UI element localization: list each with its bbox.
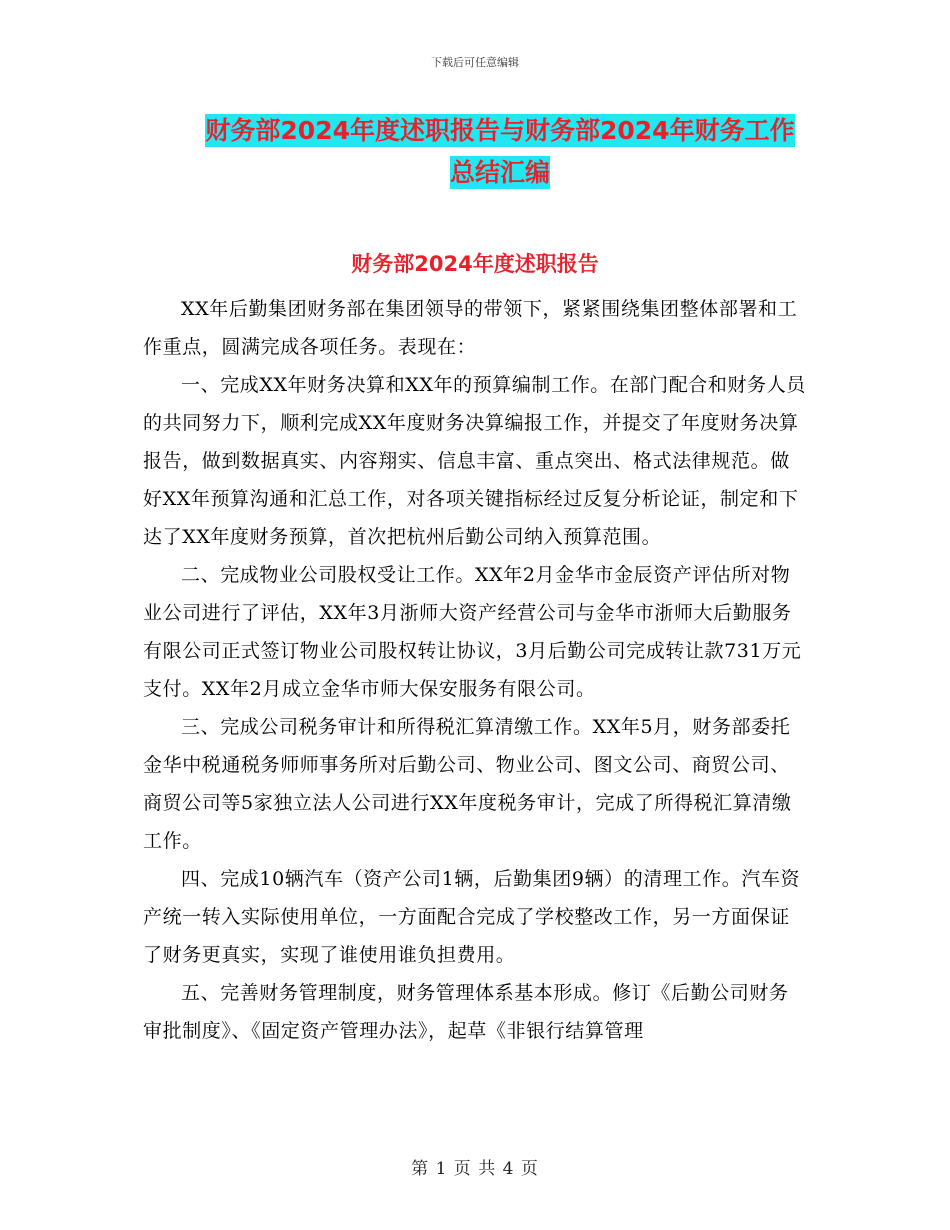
document-title xyxy=(190,110,810,194)
paragraph: 一、完成XX年财务决算和XX年的预算编制工作。在部门配合和财务人员的共同努力下，顺利完成XX年度财务决算编报工作，并提交了年度财务决算报告，做到数据真实、内容翔实、信息丰富、重点突出、格式法律规范。做好XX年预算沟通和汇总工作，对各项关键指标经过反复分析论证，制定和下达了XX年度财务预算，首次把杭州后勤公司纳入预算范围。 xyxy=(143,374,806,548)
document-title-line-2: 总结汇编 xyxy=(449,158,550,187)
paragraph: 五、完善财务管理制度，财务管理体系基本形成。修订《后勤公司财务审批制度》、《固定资产管理办法》，起草《非银行结算管理 xyxy=(143,982,789,1042)
body-text xyxy=(143,290,807,1050)
header-note: 下载后可任意编辑 xyxy=(431,56,519,69)
page-footer: 第 1 页 共 4 页 xyxy=(411,1159,539,1179)
paragraph: XX年后勤集团财务部在集团领导的带领下，紧紧围绕集团整体部署和工作重点，圆满完成各项任务。表现在： xyxy=(143,298,798,358)
paragraph: 三、完成公司税务审计和所得税汇算清缴工作。XX年5月，财务部委托金华中税通税务师师事务所对后勤公司、物业公司、图文公司、商贸公司、商贸公司等5家独立法人公司进行XX年度税务审计，完成了所得税汇算清缴工作。 xyxy=(143,716,792,852)
paragraph: 四、完成10辆汽车（资产公司1辆，后勤集团9辆）的清理工作。汽车资产统一转入实际使用单位，一方面配合完成了学校整改工作，另一方面保证了财务更真实，实现了谁使用谁负担费用。 xyxy=(143,868,801,966)
paragraph: 二、完成物业公司股权受让工作。XX年2月金华市金辰资产评估所对物业公司进行了评估，XX年3月浙师大资产经营公司与金华市浙师大后勤服务有限公司正式签订物业公司股权转让协议，3月后勤公司完成转让款731万元支付。XX年2月成立金华市师大保安服务有限公司。 xyxy=(143,564,802,700)
section-title: 财务部2024年度述职报告 xyxy=(351,252,599,276)
document-title-line-1: 财务部2024年度述职报告与财务部2024年财务工作 xyxy=(205,116,795,145)
